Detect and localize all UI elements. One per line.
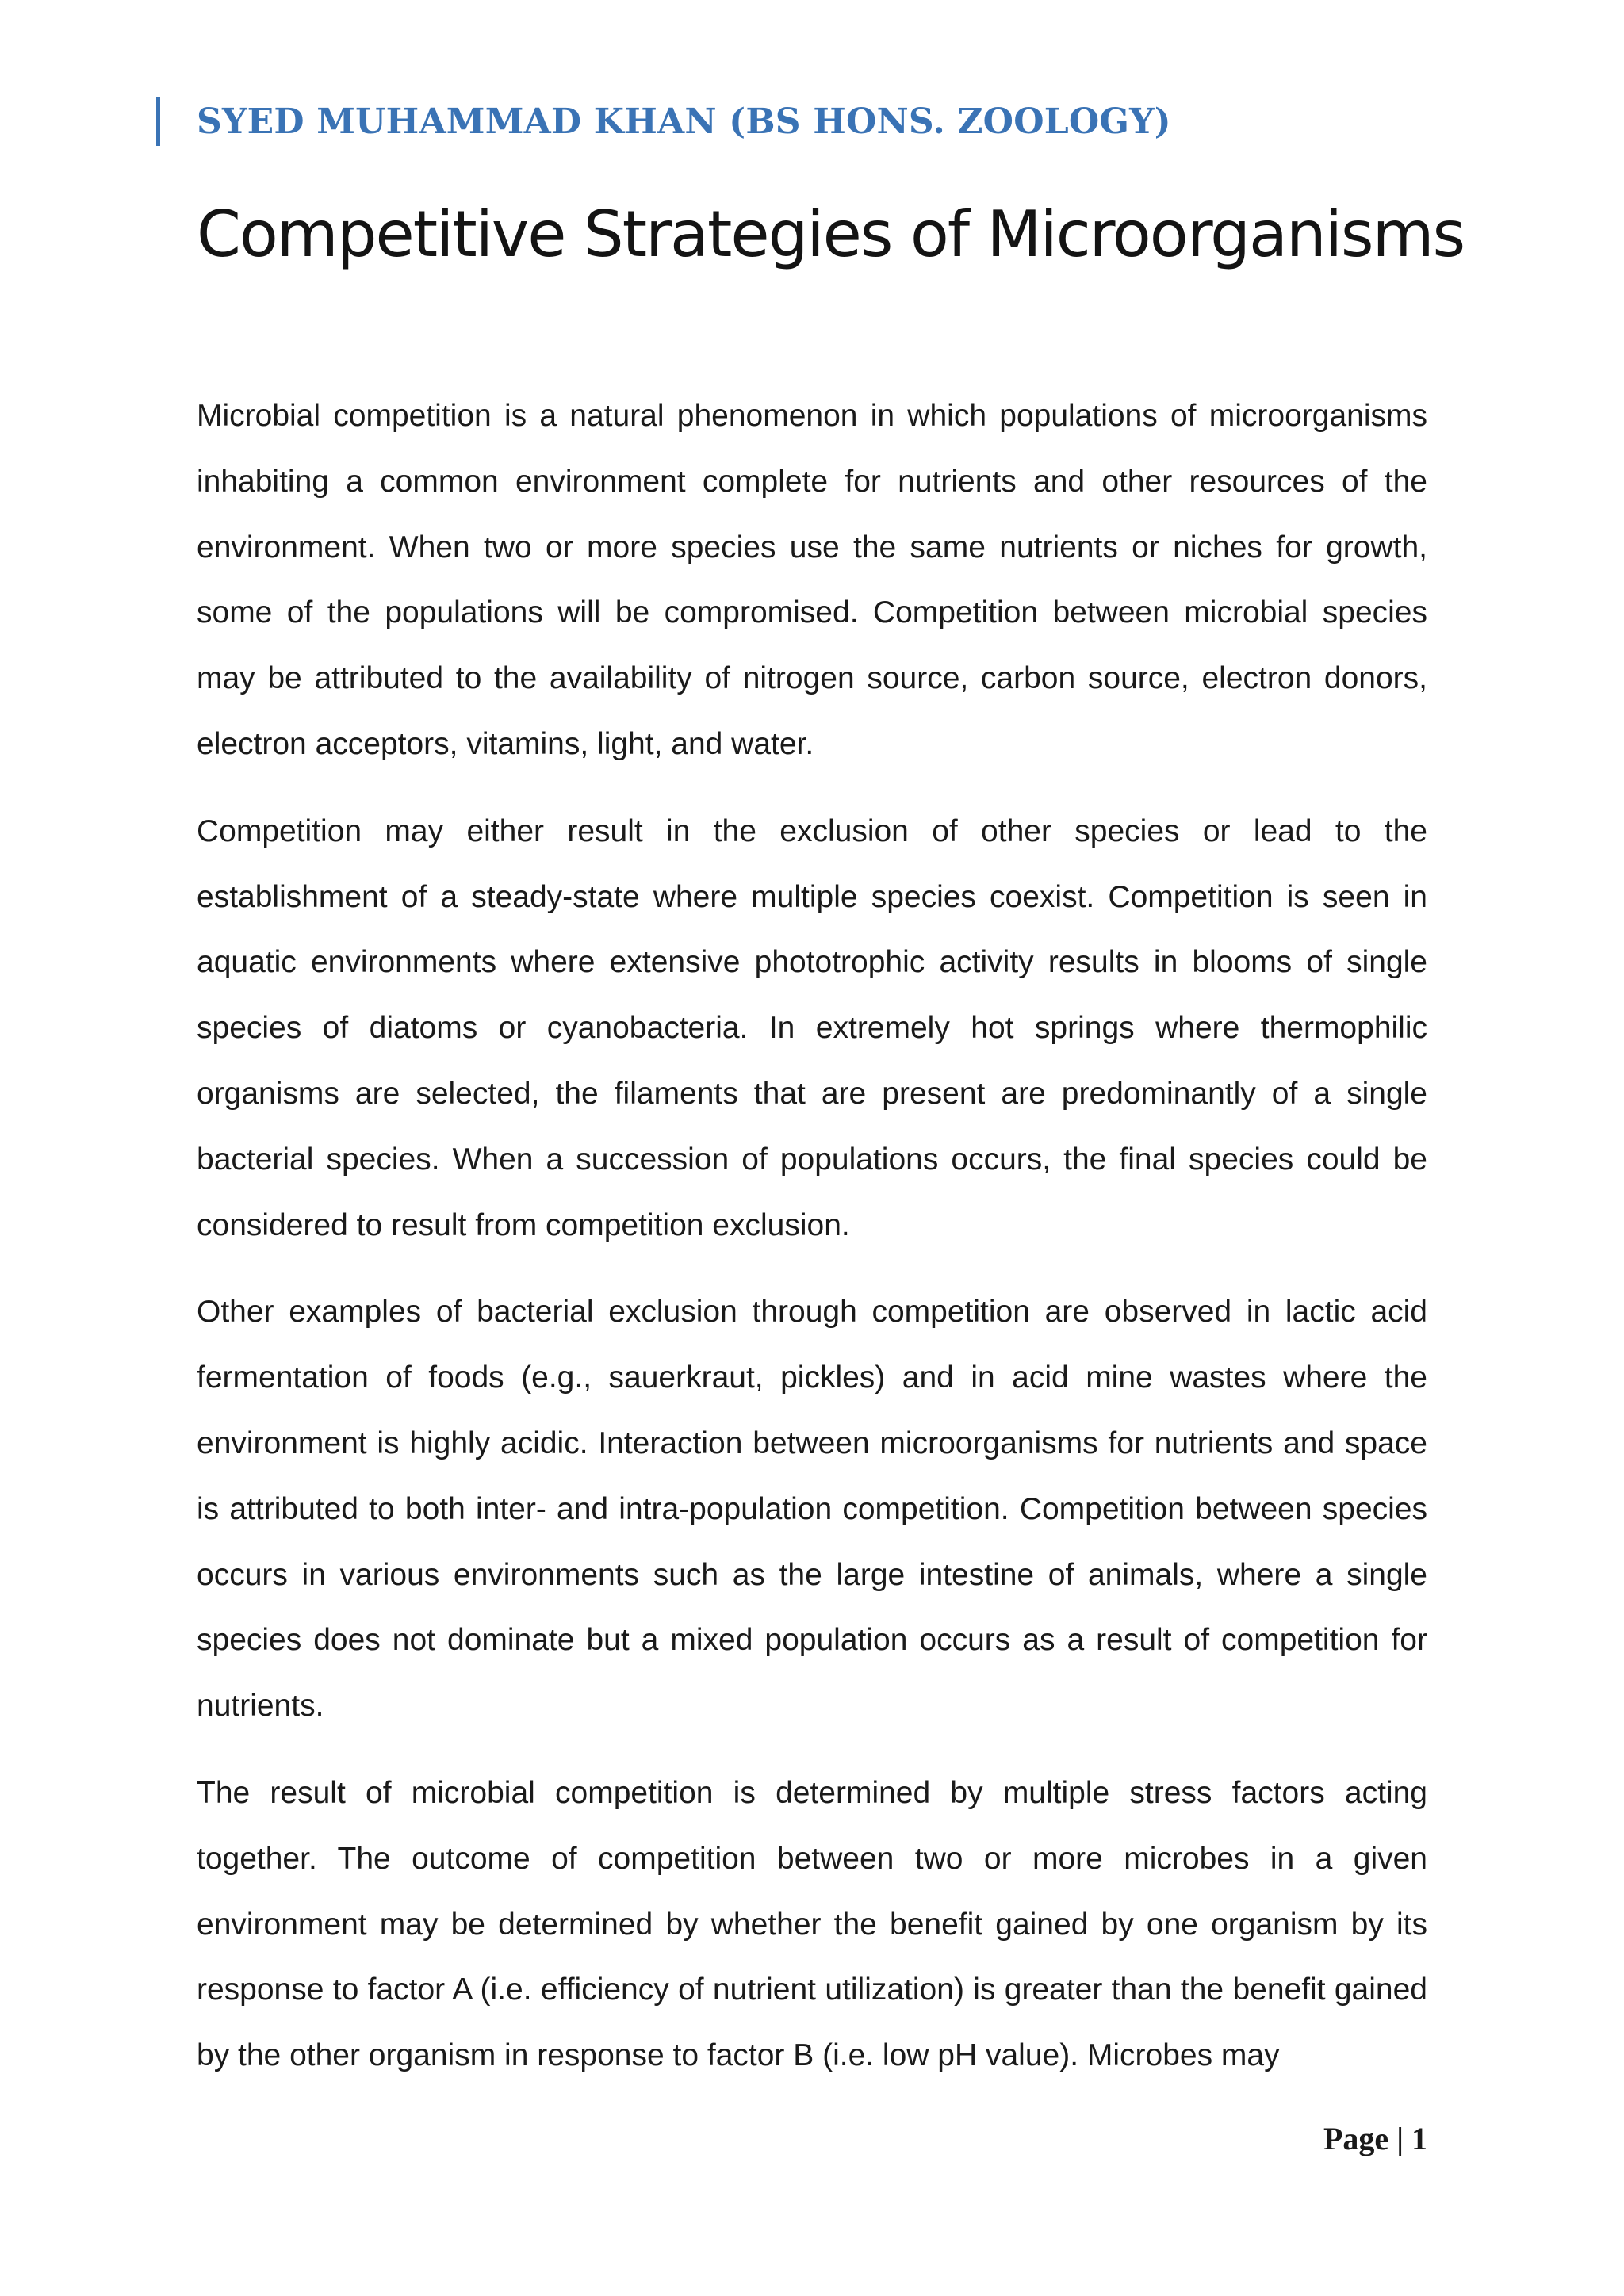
page-number: Page | 1	[1323, 2121, 1427, 2156]
paragraph-3: Other examples of bacterial exclusion through competition are observed in lactic acid fermentation of foods (e.g., sauerkraut, pickles) and in acid mine wastes where the environment is highly acidic. Interaction between microorganisms for nutrients and space is attributed to both inter- and intra-population competition. Competition between species occurs in various environments such as the large intestine of animals, where a single species does not dominate but a mixed population occurs as a result of competition for nutrients.	[197, 1295, 1427, 1724]
document-title: Competitive Strategies of Microorganisms	[197, 197, 1465, 271]
paragraph-2: Competition may either result in the exclusion of other species or lead to the establishment of a steady-state where multiple species coexist. Competition is seen in aquatic environments where extensive phototrophic activity results in blooms of single species of diatoms or cyanobacteria. In extremely hot springs where thermophilic organisms are selected, the filaments that are present are predominantly of a single bacterial species. When a succession of populations occurs, the final species could be considered to result from competition exclusion.	[197, 813, 1427, 1242]
running-header	[156, 97, 1171, 146]
paragraph-4: The result of microbial competition is determined by multiple stress factors acting together. The outcome of competition between two or more microbes in a given environment may be determined by whether the benefit gained by one organism by its response to factor A (i.e. efficiency of nutrient utilization) is greater than the benefit gained by the other organism in response to factor B (i.e. low pH value). Microbes may	[197, 1775, 1427, 2073]
document-body	[197, 384, 1427, 2110]
header-author: SYED MUHAMMAD KHAN (BS HONS. ZOOLOGY)	[197, 101, 1171, 142]
header-accent-bar	[156, 97, 160, 146]
paragraph-1: Microbial competition is a natural phenomenon in which populations of microorganisms inhabiting a common environment complete for nutrients and other resources of the environment. When two or more species use the same nutrients or niches for growth, some of the populations will be compromised. Competition between microbial species may be attributed to the availability of nitrogen source, carbon source, electron donors, electron acceptors, vitamins, light, and water.	[197, 399, 1427, 761]
